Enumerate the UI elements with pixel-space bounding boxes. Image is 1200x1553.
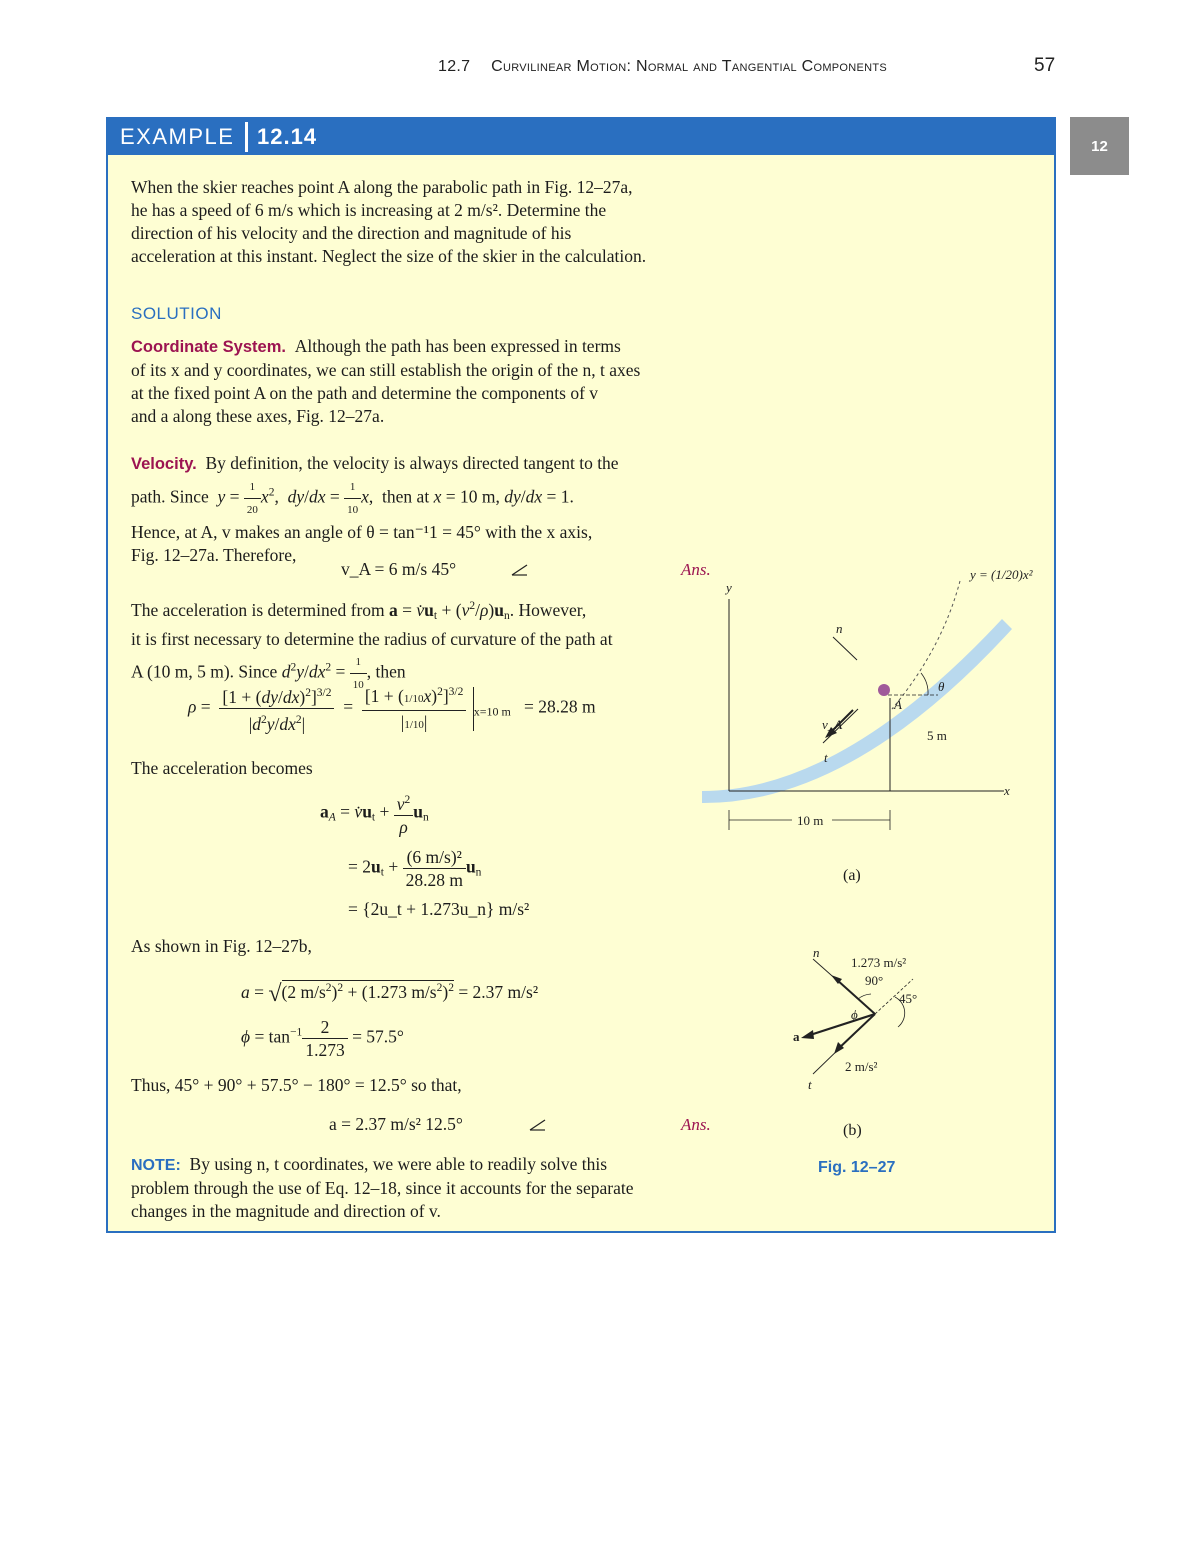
velocity-heading: Velocity.: [131, 455, 197, 473]
problem-line: acceleration at this instant. Neglect the size of the skier in the calculation.: [131, 246, 647, 266]
tangential-component-label: 2 m/s²: [845, 1059, 878, 1074]
point-a-label: A: [894, 697, 902, 712]
answer-label: Ans.: [681, 1115, 711, 1134]
n-axis-label: n: [813, 945, 820, 960]
t-axis-label: t: [808, 1077, 812, 1092]
evaluation-point: x=10 m: [473, 704, 511, 719]
figure-a-caption: (a): [843, 867, 861, 884]
coordinate-system-paragraph: [131, 335, 721, 428]
paragraph-line: at the fixed point A on the path and determine the components of v: [131, 383, 599, 403]
t-axis-label: t: [824, 750, 828, 765]
final-answer-equation: a = 2.37 m/s² 12.5°: [329, 1114, 463, 1134]
note-line: problem through the use of Eq. 12–18, since it accounts for the separate: [131, 1178, 634, 1198]
angle-90-label: 90°: [865, 973, 884, 988]
normal-component-label: 1.273 m/s²: [851, 955, 907, 970]
angle-arrow-icon: [528, 1118, 548, 1132]
magnitude-equation: a = √(2 $m/s^2)^2 + (1.273$ $m/s^2)^2 = 2.37$ m/s²: [241, 981, 539, 1007]
acceleration-equation-step-3: = {2u_t + 1.273u_n} m/s²: [348, 899, 530, 919]
example-box: [106, 117, 1056, 1233]
paragraph-line: Although the path has been expressed in terms: [294, 336, 621, 356]
velocity-label: v_A: [822, 717, 843, 732]
acceleration-line-3: A (10 m, 5 m). Since $d^2y/dx^2$ = $\frac{1}{10}$ , then: [131, 651, 721, 696]
angle-45-label: 45°: [899, 991, 918, 1006]
n-axis-label: n: [836, 621, 843, 636]
phi-angle-label: ϕ: [851, 1007, 858, 1022]
note-heading: NOTE:: [131, 1157, 181, 1174]
figure-label: Fig. 12–27: [818, 1159, 896, 1176]
paragraph-line: it is first necessary to determine the radius of curvature of the path at: [131, 629, 613, 649]
note-line: changes in the magnitude and direction of v.: [131, 1201, 441, 1221]
ski-slope: [702, 619, 1012, 803]
paragraph-line: and a along these axes, Fig. 12–27a.: [131, 406, 385, 426]
height-dimension-label: 5 m: [927, 728, 947, 743]
width-dimension-label: 10 m: [797, 813, 824, 828]
page-number: 57: [1034, 55, 1056, 76]
problem-line: he has a speed of 6 m/s which is increasing at 2 m/s². Determine the: [131, 200, 607, 220]
acceleration-equation-step-1: $a_A$ = $v̇u_t$ + $\frac{v^2}{\rho}$ $u_n$: [320, 789, 429, 838]
problem-line: direction of his velocity and the direction and magnitude of his: [131, 223, 572, 243]
running-head: [438, 58, 887, 76]
answer-label: Ans.: [681, 560, 711, 579]
page-margin-bottom: [0, 1305, 1200, 1553]
paragraph-line: of its x and y coordinates, we can still establish the origin of the n, t axes: [131, 360, 641, 380]
figure-b-acceleration-components: [783, 939, 973, 1144]
example-number: 12.14: [257, 124, 318, 149]
as-shown-text: As shown in Fig. 12–27b,: [131, 936, 312, 956]
figure-b-caption: (b): [843, 1122, 862, 1139]
paragraph-line: Hence, at A, v makes an angle of θ = tan⁻¹1 = 45° with the x axis,: [131, 522, 593, 542]
theta-label: θ: [938, 679, 945, 694]
paragraph-line: Fig. 12–27a. Therefore,: [131, 545, 297, 565]
example-label: EXAMPLE: [120, 124, 235, 149]
velocity-answer-equation: v_A = 6 m/s 45°: [341, 559, 457, 579]
normal-axis: [833, 637, 857, 660]
acceleration-line-1: The acceleration is determined from $a = v̇u_t + (v^2/\rho)u_n$. However,: [131, 600, 587, 622]
velocity-paragraph: [131, 452, 721, 567]
coordinate-system-heading: Coordinate System.: [131, 338, 286, 356]
y-axis-label: y: [726, 580, 732, 595]
example-header: [108, 119, 1054, 155]
radius-result: = 28.28 m: [523, 696, 596, 717]
curve-equation-label: y = (1/20)x²: [970, 567, 1033, 582]
note-paragraph: [131, 1153, 721, 1223]
skier-marker: [878, 684, 890, 696]
figure-a-skier-path: [702, 559, 1054, 899]
velocity-line-2: path. Since y = $\frac{1}{20}$ $x^2$, dy/dx = $\frac{1}{10}$ x, then at x = 10 m, dy/dx = 1.: [131, 476, 721, 521]
problem-statement: [131, 176, 721, 268]
section-number: 12.7: [438, 58, 471, 75]
example-header-divider: [245, 122, 248, 152]
radius-of-curvature-equation: ρ = $\frac{[1 + (dy/dx)^2]^{3/2}}{|d^2y/dx^2|}$ = $\frac{[1 + (1/10x)^2]^{3/2}}{|1/10|}$ $_{x=10 m}$ = 28.28 m: [188, 681, 596, 736]
thus-line: Thus, 45° + 90° + 57.5° − 180° = 12.5° so that,: [131, 1075, 462, 1095]
section-title: Curvilinear Motion: Normal and Tangential Components: [491, 58, 888, 75]
angle-90-arc: [858, 994, 871, 999]
total-acceleration-arrowhead: [801, 1030, 814, 1039]
acceleration-becomes-text: The acceleration becomes: [131, 758, 313, 778]
solution-heading: SOLUTION: [131, 304, 222, 323]
x-axis-label: x: [1004, 783, 1010, 798]
problem-line: When the skier reaches point A along the parabolic path in Fig. 12–27a,: [131, 177, 633, 197]
angle-arrow-icon: [510, 563, 530, 577]
acceleration-equation-step-2: = $2u_t$ + $\frac{\text{(6 m/s)²}}{28.28 m}$ $u_n$: [348, 847, 482, 890]
paragraph-line: By definition, the velocity is always directed tangent to the: [205, 453, 619, 473]
chapter-tab: 12: [1070, 117, 1129, 175]
acceleration-vector-label: a: [793, 1029, 800, 1044]
phi-equation: $\phi = \tan^{-1}$ $\frac{2}{1.273}$ = 57.5°: [241, 1017, 404, 1060]
note-line: By using n, t coordinates, we were able to readily solve this: [189, 1154, 608, 1174]
